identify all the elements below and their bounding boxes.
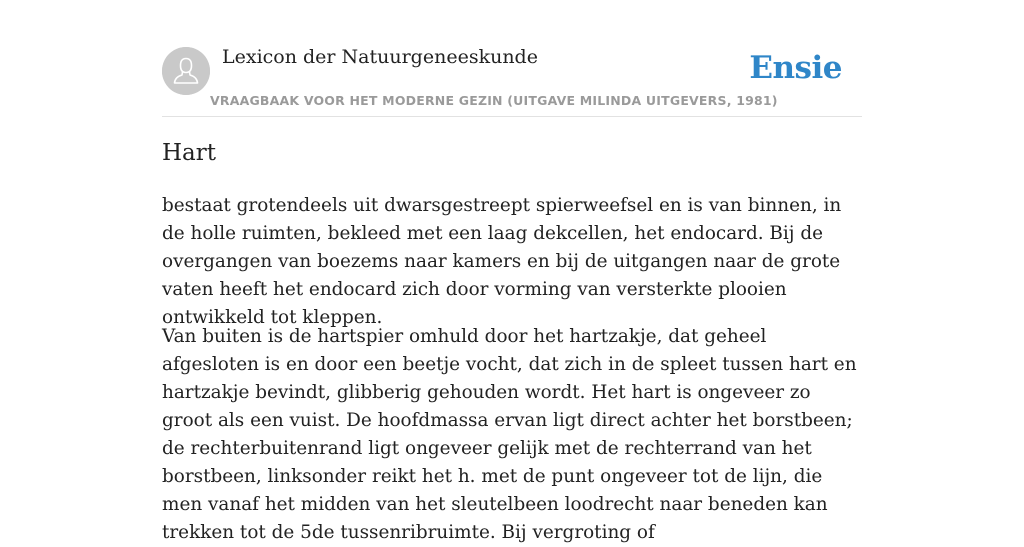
user-silhouette-icon xyxy=(162,47,210,95)
entry-paragraph-2: Van buiten is de hartspier omhuld door het hartzakje, dat geheel afgesloten is en door een beetje vocht, dat zich in de spleet tussen hart en hartzakje bevindt, glibberig gehouden wordt. Het hart is ongeveer zo groot als een vuist. De hoofdmassa ervan ligt direct achter het borstbeen; de rechterbuitenrand ligt ongeveer gelijk met de rechterrand van het borstbeen, linksonder reikt het h. met de punt ongeveer tot de lijn, die men vanaf het midden van het sleutelbeen loodrecht naar beneden kan trekken tot de 5de tussenribruimte. Bij vergroting of xyxy=(162,326,857,543)
entry-title: Hart xyxy=(162,140,217,166)
header xyxy=(162,0,862,117)
entry-paragraph-1: bestaat grotendeels uit dwarsgestreept spierweefsel en is van binnen, in de holle ruimten, bekleed met een laag dekcellen, het endocard. Bij de overgangen van boezems naar kamers en bij de uitgangen naar de grote vaten heeft het endocard zich door vorming van versterkte plooien ontwikkeld tot kleppen. xyxy=(162,195,842,328)
page-container xyxy=(162,0,862,543)
book-subtitle: VRAAGBAAK VOOR HET MODERNE GEZIN (UITGAVE MILINDA UITGEVERS, 1981) xyxy=(210,93,778,108)
book-title[interactable]: Lexicon der Natuurgeneeskunde xyxy=(222,46,538,68)
brand-logo[interactable]: Ensie xyxy=(749,50,842,86)
avatar[interactable] xyxy=(162,47,210,95)
